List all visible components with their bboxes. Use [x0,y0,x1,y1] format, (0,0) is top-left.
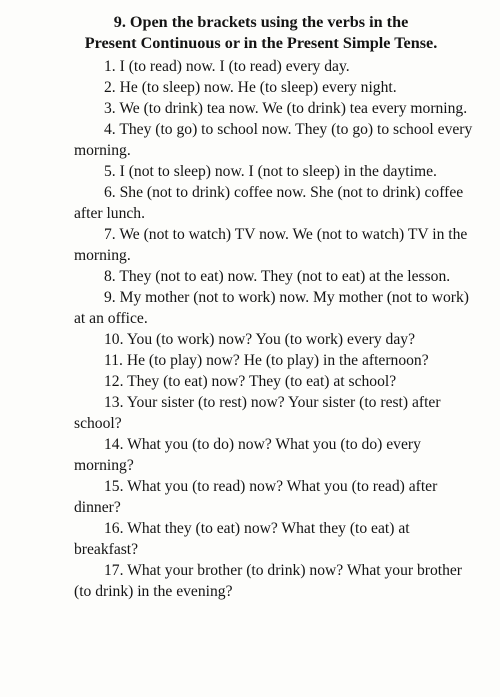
exercise-title [60,12,462,54]
item-number: 10. [104,331,124,348]
item-text: He (to sleep) now. He (to sleep) every night. [119,79,397,96]
item-number: 3. [104,100,116,117]
item-number: 16. [104,520,124,537]
item-number: 17. [104,562,124,579]
item-number: 11. [104,352,123,369]
list-item [74,392,476,434]
item-number: 12. [104,373,124,390]
item-text: I (not to sleep) now. I (not to sleep) in the daytime. [119,163,437,180]
list-item [74,476,476,518]
title-line-1: 9. Open the brackets using the verbs in the [113,13,409,31]
item-text: You (to work) now? You (to work) every day? [126,331,415,348]
item-text: They (to go) to school now. They (to go) to school every morning. [74,121,473,159]
item-text: I (to read) now. I (to read) every day. [119,58,350,75]
item-text: Your sister (to rest) now? Your sister (to rest) after school? [74,394,441,432]
item-text: What your brother (to drink) now? What your brother (to drink) in the evening? [74,562,463,600]
exercise-list [74,56,476,602]
title-line-2: Present Continuous or in the Present Simple Tense. [84,34,438,52]
item-number: 14. [104,436,124,453]
item-text: What you (to read) now? What you (to read) after dinner? [74,478,438,516]
item-number: 4. [104,121,116,138]
item-text: We (to drink) tea now. We (to drink) tea every morning. [119,100,468,117]
list-item [74,77,476,98]
item-number: 9. [104,289,116,306]
list-item [74,434,476,476]
item-number: 7. [104,226,116,243]
list-item [74,224,476,266]
list-item [74,182,476,224]
item-text: What you (to do) now? What you (to do) every morning? [74,436,421,474]
item-number: 6. [104,184,116,201]
list-item [74,119,476,161]
item-text: He (to play) now? He (to play) in the afternoon? [126,352,429,369]
item-number: 15. [104,478,124,495]
item-number: 13. [104,394,124,411]
item-text: My mother (not to work) now. My mother (not to work) at an office. [74,289,469,327]
item-text: She (not to drink) coffee now. She (not to drink) coffee after lunch. [74,184,464,222]
list-item [74,98,476,119]
item-text: What they (to eat) now? What they (to eat) at breakfast? [74,520,410,558]
list-item [74,287,476,329]
item-text: They (to eat) now? They (to eat) at school? [127,373,397,390]
item-number: 5. [104,163,116,180]
list-item [74,56,476,77]
item-number: 1. [104,58,116,75]
item-text: We (not to watch) TV now. We (not to watch) TV in the morning. [74,226,468,264]
list-item [74,329,476,350]
list-item [74,371,476,392]
list-item [74,560,476,602]
list-item [74,518,476,560]
item-number: 2. [104,79,116,96]
list-item [74,350,476,371]
item-text: They (not to eat) now. They (not to eat) at the lesson. [119,268,451,285]
item-number: 8. [104,268,116,285]
list-item [74,161,476,182]
list-item [74,266,476,287]
